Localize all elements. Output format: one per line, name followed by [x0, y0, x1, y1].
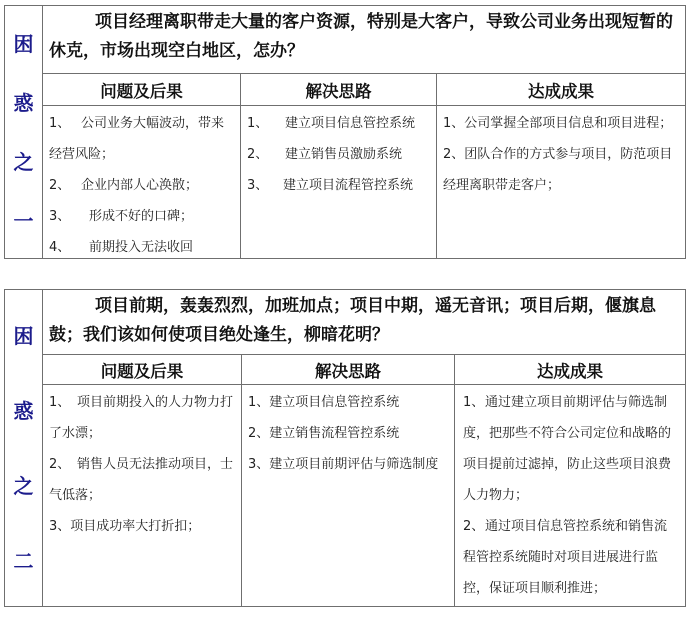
- result-column: [454, 385, 685, 606]
- puzzle-block-1: [4, 5, 686, 259]
- result-column: [436, 106, 685, 258]
- list-item: 1、 公司业务大幅波动，带来经营风险；: [49, 116, 225, 162]
- list-item: 2、通过项目信息管控系统和销售流程管控系统随时对项目进展进行监控，保证项目顺利推进；: [463, 519, 668, 596]
- list-item: 1、 项目前期投入的人力物力打了水漂；: [49, 395, 234, 441]
- list-item: 3、 形成不好的口碑；: [49, 209, 194, 224]
- list-item: 1、 建立项目信息管控系统: [247, 116, 416, 131]
- block-content: [43, 6, 685, 258]
- content-row: [43, 106, 685, 258]
- header-solution: 解决思路: [240, 74, 436, 105]
- list-item: 3、建立项目前期评估与筛选制度: [248, 457, 439, 472]
- problem-column: [43, 106, 240, 258]
- list-item: 2、团队合作的方式参与项目，防范项目经理离职带走客户；: [443, 147, 673, 193]
- side-char: 困: [13, 31, 34, 56]
- puzzle-block-2: [4, 289, 686, 607]
- solution-column: [241, 385, 454, 606]
- list-item: 2、 企业内部人心涣散；: [49, 178, 199, 193]
- header-problem: 问题及后果: [100, 81, 183, 101]
- list-item: 4、 前期投入无法收回: [49, 240, 194, 255]
- header-result: 达成成果: [436, 74, 685, 105]
- question-text: 项目前期，轰轰烈烈，加班加点；项目中期，遥无音讯；项目后期，偃旗息鼓；我们该如何使项目绝处逢生，柳暗花明？: [43, 290, 685, 355]
- header-solution: 解决思路: [241, 355, 454, 384]
- block-content: [43, 290, 685, 606]
- list-item: 2、 建立销售员激励系统: [247, 147, 403, 162]
- side-char: 困: [13, 323, 34, 348]
- side-char: 惑: [13, 398, 34, 423]
- list-item: 3、 建立项目流程管控系统: [247, 178, 414, 193]
- question-text: 项目经理离职带走大量的客户资源，特别是大客户，导致公司业务出现短暂的休克，市场出现空白地区，怎办？: [43, 6, 685, 74]
- side-char: 一: [13, 208, 34, 233]
- header-problem: 问题及后果: [100, 361, 184, 381]
- list-item: 3、项目成功率大打折扣；: [49, 519, 201, 534]
- list-item: 1、公司掌握全部项目信息和项目进程；: [443, 116, 673, 131]
- header-row: [43, 355, 685, 385]
- side-label: [5, 6, 43, 258]
- content-row: [43, 385, 685, 606]
- list-item: 2、建立销售流程管控系统: [248, 426, 400, 441]
- side-char: 二: [13, 548, 34, 573]
- list-item: 2、 销售人员无法推动项目，士气低落；: [49, 457, 234, 503]
- side-char: 惑: [13, 90, 34, 115]
- list-item: 1、建立项目信息管控系统: [248, 395, 400, 410]
- side-char: 之: [13, 149, 34, 174]
- header-result: 达成成果: [454, 355, 685, 384]
- side-label: [5, 290, 43, 606]
- side-char: 之: [13, 473, 34, 498]
- header-row: [43, 74, 685, 106]
- solution-column: [240, 106, 436, 258]
- problem-column: [43, 385, 241, 606]
- list-item: 1、通过建立项目前期评估与筛选制度，把那些不符合公司定位和战略的项目提前过滤掉，防止这些项目浪费人力物力；: [463, 395, 672, 503]
